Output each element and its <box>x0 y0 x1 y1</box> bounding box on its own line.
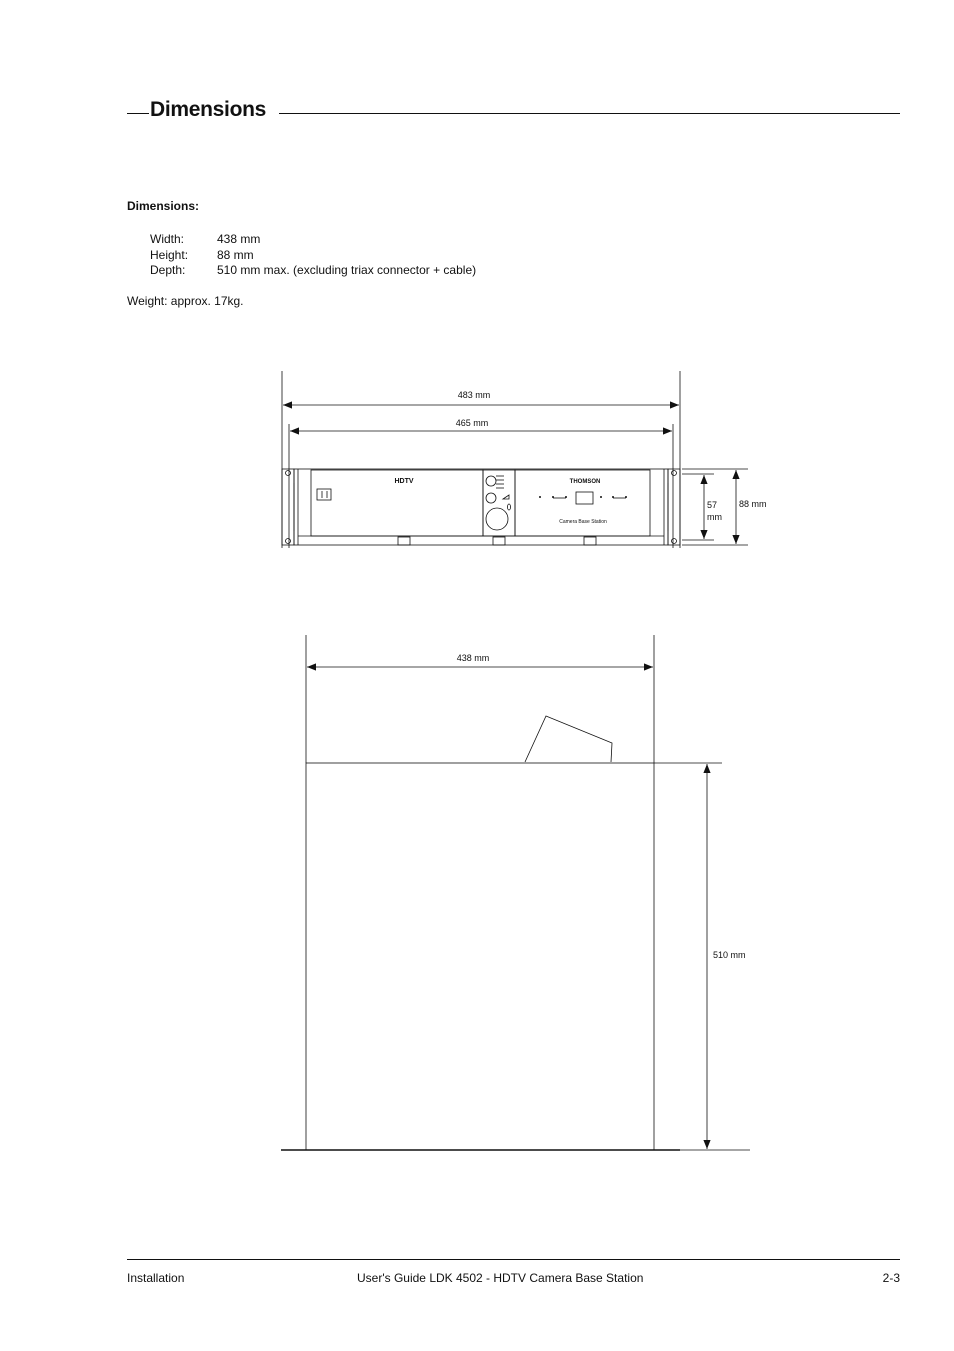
footer-page-number: 2-3 <box>882 1271 900 1285</box>
panel-caption: Camera Base Station <box>559 519 607 525</box>
footer-section: Installation <box>127 1271 185 1285</box>
heading-rule-left <box>127 113 149 114</box>
footer-guide-title: User's Guide LDK 4502 - HDTV Camera Base Station <box>357 1271 644 1285</box>
panel-label-hdtv: HDTV <box>394 478 414 485</box>
triax-connector <box>525 716 612 762</box>
digit-display <box>317 489 331 500</box>
chassis-top <box>306 763 654 1150</box>
spec-value: 510 mm max. (excluding triax connector + cable) <box>217 263 477 277</box>
top-view-drawing <box>0 625 954 1160</box>
dim-label-483: 483 mm <box>457 390 491 400</box>
rack-ear-left <box>282 469 294 545</box>
spec-value: 438 mm <box>217 232 261 246</box>
spec-key: Depth: <box>150 263 186 277</box>
dim-label-57-value: 57 <box>707 500 718 510</box>
spec-value: 88 mm <box>217 247 254 262</box>
page-title: Dimensions <box>150 98 267 121</box>
right-display <box>576 492 593 504</box>
dimension-specs <box>127 199 477 277</box>
spec-row-height <box>150 248 254 264</box>
weight-text: Weight: approx. 17kg. <box>127 294 244 308</box>
spec-key: Height: <box>150 247 189 262</box>
dim-label-438: 438 mm <box>456 653 490 663</box>
spec-key: Width: <box>150 232 185 246</box>
dim-label-510: 510 mm <box>713 950 746 960</box>
dim-label-465: 465 mm <box>455 418 489 428</box>
brand-logo: THOMSON <box>569 479 601 485</box>
spec-row-depth <box>150 263 476 279</box>
dim-label-57-unit: mm <box>707 512 722 522</box>
front-view-drawing <box>0 360 954 560</box>
heading-rule-right <box>279 113 900 114</box>
chassis-front <box>294 469 668 545</box>
page-heading <box>127 96 900 126</box>
dim-label-88: 88 mm <box>739 499 767 509</box>
spec-label: Dimensions: <box>127 199 200 213</box>
footer-rule <box>127 1259 900 1260</box>
spec-row-width <box>150 232 260 248</box>
rack-ear-right <box>668 469 680 545</box>
